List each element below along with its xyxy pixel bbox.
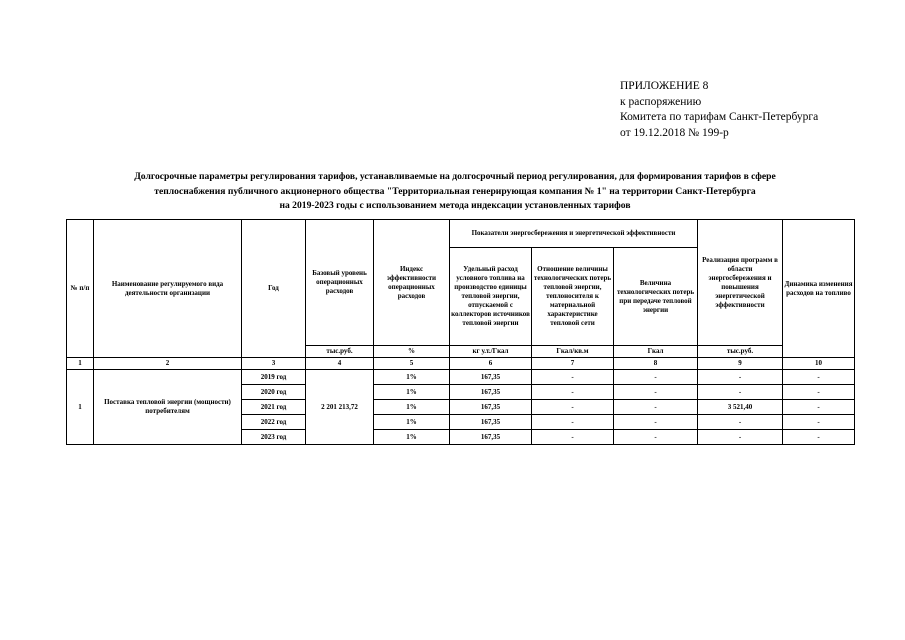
- index-cell: 1%: [374, 385, 450, 400]
- unit-ratio: Гкал/кв.м: [532, 346, 614, 358]
- losses-cell: -: [614, 400, 698, 415]
- program-cell: -: [698, 430, 783, 445]
- year-cell: 2022 год: [242, 415, 306, 430]
- col-number: 3: [242, 358, 306, 370]
- index-cell: 1%: [374, 415, 450, 430]
- index-cell: 1%: [374, 370, 450, 385]
- losses-cell: -: [614, 415, 698, 430]
- col-number: 2: [94, 358, 242, 370]
- col-number: 1: [67, 358, 94, 370]
- dynamics-cell: -: [783, 370, 855, 385]
- col-number: 4: [306, 358, 374, 370]
- program-cell: -: [698, 385, 783, 400]
- row-number: 1: [67, 370, 94, 445]
- base-level-value: 2 201 213,72: [306, 370, 374, 445]
- losses-cell: -: [614, 430, 698, 445]
- losses-cell: -: [614, 385, 698, 400]
- header-no: № п/п: [67, 220, 94, 358]
- year-cell: 2020 год: [242, 385, 306, 400]
- year-cell: 2023 год: [242, 430, 306, 445]
- year-cell: 2019 год: [242, 370, 306, 385]
- fuel-cell: 167,35: [450, 400, 532, 415]
- losses-cell: -: [614, 370, 698, 385]
- document-title: [60, 170, 850, 214]
- col-number: 6: [450, 358, 532, 370]
- header-fuel-dynamics: Динамика изменения расходов на топливо: [783, 220, 855, 358]
- fuel-cell: 167,35: [450, 385, 532, 400]
- fuel-cell: 167,35: [450, 370, 532, 385]
- header-specific-fuel: Удельный расход условного топлива на производство единицы тепловой энергии, отпускаемой с коллекторов источников тепловой энергии: [450, 248, 532, 346]
- program-cell: -: [698, 370, 783, 385]
- tariff-parameters-table: [66, 219, 855, 445]
- year-cell: 2021 год: [242, 400, 306, 415]
- activity-name: Поставка тепловой энергии (мощности) потребителям: [94, 370, 242, 445]
- col-number: 9: [698, 358, 783, 370]
- ratio-cell: -: [532, 430, 614, 445]
- appendix-block: [620, 79, 818, 141]
- appendix-date-number: от 19.12.2018 № 199-р: [620, 126, 729, 139]
- header-year: Год: [242, 220, 306, 358]
- col-number: 7: [532, 358, 614, 370]
- header-program: Реализация программ в области энергосбережения и повышения энергетической эффективности: [698, 220, 783, 346]
- dynamics-cell: -: [783, 400, 855, 415]
- ratio-cell: -: [532, 385, 614, 400]
- title-line-2: теплоснабжения публичного акционерного общества "Территориальная генерирующая компания № 1" на территории Санкт-Петербурга: [154, 185, 756, 197]
- header-activity: Наименование регулируемого вида деятельности организации: [94, 220, 242, 358]
- table-row: [67, 370, 855, 385]
- header-tech-losses: Величина технологических потерь при передаче тепловой энергии: [614, 248, 698, 346]
- header-efficiency-index: Индекс эффективности операционных расходов: [374, 220, 450, 346]
- ratio-cell: -: [532, 370, 614, 385]
- column-numbers-row: [67, 358, 855, 370]
- ratio-cell: -: [532, 415, 614, 430]
- title-line-3: на 2019-2023 годы с использованием метода индексации установленных тарифов: [279, 200, 631, 211]
- header-row-1: [67, 220, 855, 248]
- title-line-1: Долгосрочные параметры регулирования тарифов, устанавливаемые на долгосрочный период регулирования, для формирования тарифов в сфере: [134, 171, 776, 182]
- fuel-cell: 167,35: [450, 430, 532, 445]
- unit-fuel: кг у.т./Гкал: [450, 346, 532, 358]
- unit-program: тыс.руб.: [698, 346, 783, 358]
- appendix-committee: Комитета по тарифам Санкт-Петербурга: [620, 111, 819, 123]
- fuel-cell: 167,35: [450, 415, 532, 430]
- header-base-level: Базовый уровень операционных расходов: [306, 220, 374, 346]
- index-cell: 1%: [374, 400, 450, 415]
- col-number: 8: [614, 358, 698, 370]
- unit-base: тыс.руб.: [306, 346, 374, 358]
- unit-index: %: [374, 346, 450, 358]
- dynamics-cell: -: [783, 415, 855, 430]
- program-cell: 3 521,40: [698, 400, 783, 415]
- unit-losses: Гкал: [614, 346, 698, 358]
- col-number: 5: [374, 358, 450, 370]
- appendix-title: ПРИЛОЖЕНИЕ 8: [620, 80, 709, 92]
- header-energy-saving-group: Показатели энергосбережения и энергетической эффективности: [450, 220, 698, 248]
- header-loss-ratio: Отношение величины технологических потерь тепловой энергии, теплоносителя к материальной характеристике тепловой сети: [532, 248, 614, 346]
- col-number: 10: [783, 358, 855, 370]
- ratio-cell: -: [532, 400, 614, 415]
- program-cell: -: [698, 415, 783, 430]
- dynamics-cell: -: [783, 430, 855, 445]
- index-cell: 1%: [374, 430, 450, 445]
- dynamics-cell: -: [783, 385, 855, 400]
- appendix-line: к распоряжению: [620, 95, 702, 108]
